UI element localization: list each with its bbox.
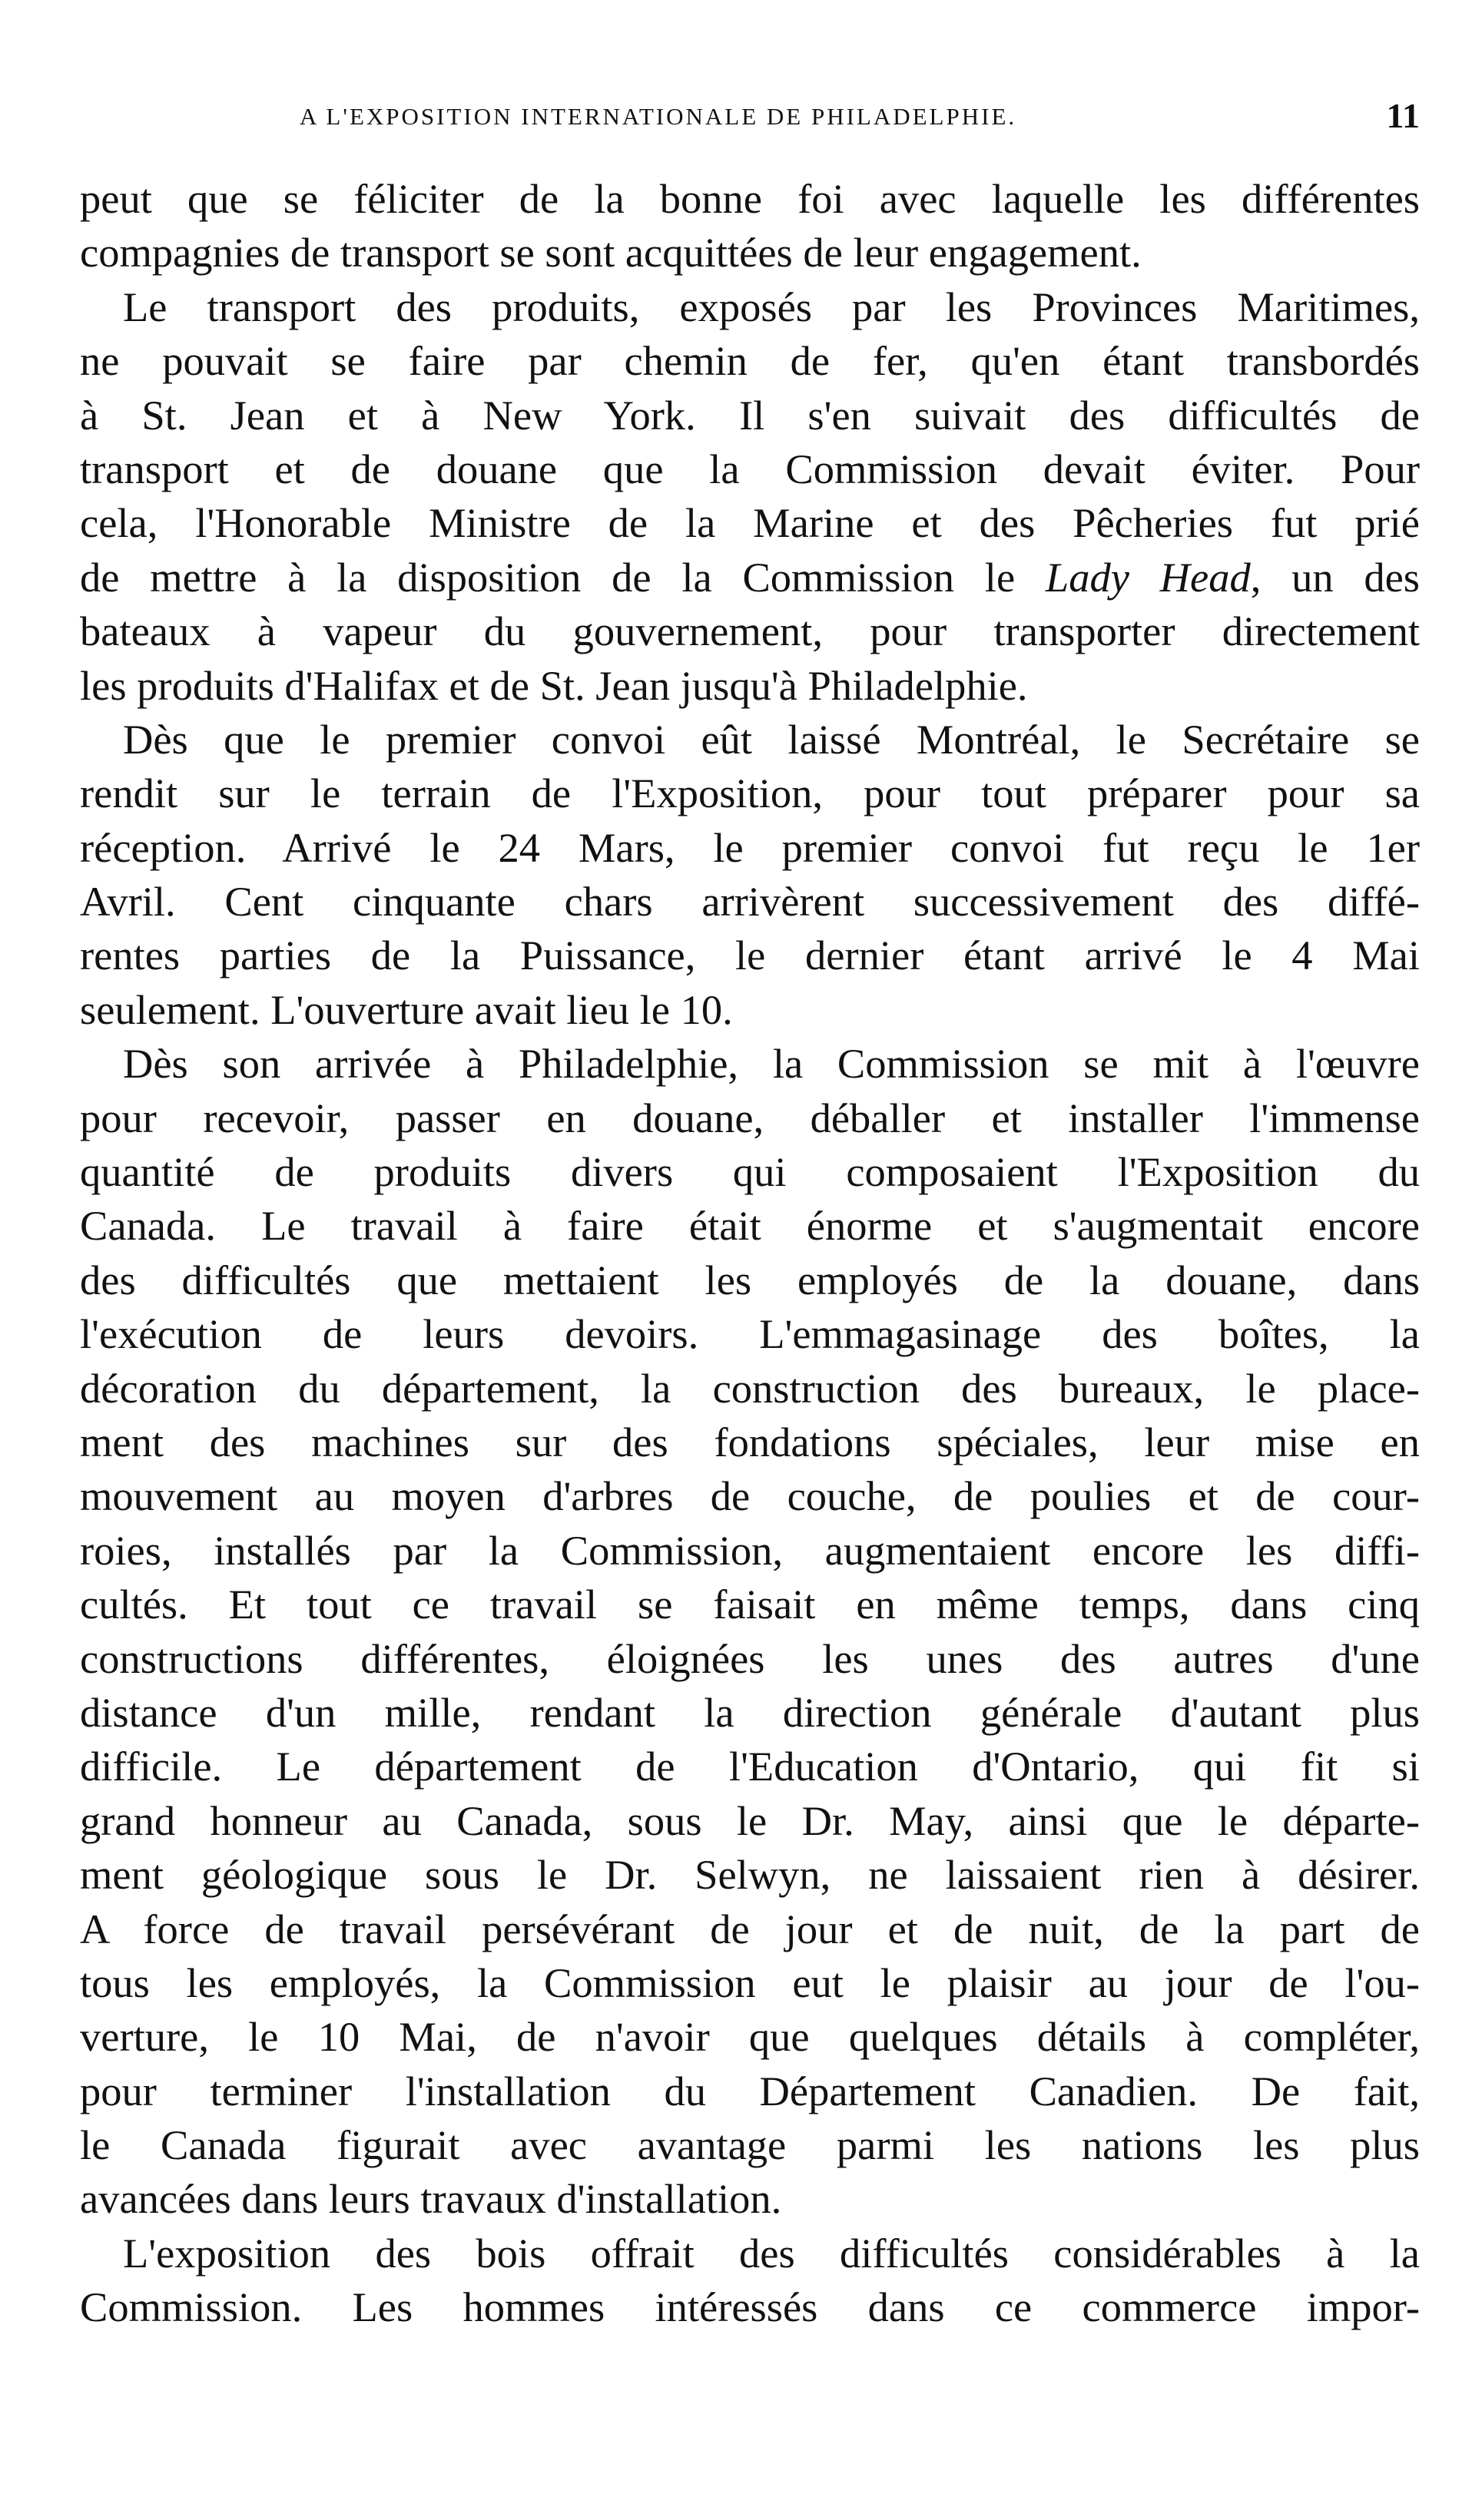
paragraph	[80, 713, 1420, 1037]
text-line: Avril. Cent cinquante chars arrivèrent successivement des diffé-	[80, 878, 1420, 926]
text-line: ment géologique sous le Dr. Selwyn, ne laissaient rien à désirer.	[80, 1851, 1420, 1899]
text-line: distance d'un mille, rendant la direction générale d'autant plus	[80, 1688, 1420, 1736]
paragraph	[80, 172, 1420, 280]
text-line: des difficultés que mettaient les employés de la douane, dans	[80, 1256, 1420, 1303]
italic-name: Lady Head	[1045, 553, 1251, 601]
text-line: pour terminer l'installation du Département Canadien. De fait,	[80, 2067, 1420, 2114]
paragraph	[80, 1037, 1420, 2227]
page-number: 11	[1386, 96, 1420, 135]
text-line: verture, le 10 Mai, de n'avoir que quelques détails à compléter,	[80, 2013, 1420, 2061]
text-line: cultés. Et tout ce travail se faisait en même temps, dans cinq	[80, 1581, 1420, 1628]
text-line: avancées dans leurs travaux d'installation.	[80, 2175, 782, 2223]
text-line: l'exécution de leurs devoirs. L'emmagasinage des boîtes, la	[80, 1310, 1420, 1358]
text-line: roies, installés par la Commission, augmentaient encore les diffi-	[80, 1526, 1420, 1574]
text-line: compagnies de transport se sont acquittées de leur engagement.	[80, 229, 1142, 277]
text-line: Canada. Le travail à faire était énorme et s'augmentait encore	[80, 1202, 1420, 1250]
paragraph	[80, 280, 1420, 713]
paragraph	[80, 2227, 1420, 2335]
text-line: pour recevoir, passer en douane, déballer et installer l'immense	[80, 1094, 1420, 1141]
text-line: réception. Arrivé le 24 Mars, le premier convoi fut reçu le 1er	[80, 823, 1420, 871]
text-line: Commission. Les hommes intéressés dans ce commerce impor-	[80, 2283, 1420, 2331]
text-line: Dès que le premier convoi eût laissé Montréal, le Secrétaire se	[123, 715, 1420, 763]
text-line: bateaux à vapeur du gouvernement, pour transporter directement	[80, 608, 1420, 655]
text-line: seulement. L'ouverture avait lieu le 10.	[80, 985, 733, 1033]
text-line: rendit sur le terrain de l'Exposition, pour tout préparer pour sa	[80, 770, 1420, 817]
text-line: A force de travail persévérant de jour et de nuit, de la part de	[80, 1905, 1420, 1952]
text-line: à St. Jean et à New York. Il s'en suivait des difficultés de	[80, 391, 1420, 439]
text-line: Le transport des produits, exposés par les Provinces Maritimes,	[123, 283, 1420, 330]
text-line: cela, l'Honorable Ministre de la Marine et des Pêcheries fut prié	[80, 499, 1420, 547]
text-line: L'exposition des bois offrait des difficultés considérables à la	[123, 2229, 1420, 2277]
text-line: les produits d'Halifax et de St. Jean jusqu'à Philadelphie.	[80, 661, 1028, 709]
text-line: grand honneur au Canada, sous le Dr. May, ainsi que le départe-	[80, 1796, 1420, 1844]
text-line: ne pouvait se faire par chemin de fer, qu'en étant transbordés	[80, 337, 1420, 385]
text-line: Dès son arrivée à Philadelphie, la Commission se mit à l'œuvre	[123, 1040, 1420, 1088]
text-line: tous les employés, la Commission eut le plaisir au jour de l'ou-	[80, 1959, 1420, 2006]
text-line: le Canada figurait avec avantage parmi les nations les plus	[80, 2121, 1420, 2169]
text-line: difficile. Le département de l'Education d'Ontario, qui fit si	[80, 1743, 1420, 1790]
text-line: mouvement au moyen d'arbres de couche, de poulies et de cour-	[80, 1472, 1420, 1520]
running-head	[83, 95, 1420, 141]
text-line: ment des machines sur des fondations spéciales, leur mise en	[80, 1418, 1420, 1465]
text-line: constructions différentes, éloignées les unes des autres d'une	[80, 1634, 1420, 1682]
running-title: A L'EXPOSITION INTERNATIONALE DE PHILADELPHIE.	[300, 103, 1017, 130]
text-line: rentes parties de la Puissance, le dernier étant arrivé le 4 Mai	[80, 932, 1420, 979]
text-line: décoration du département, la construction des bureaux, le place-	[80, 1364, 1420, 1412]
body-text	[80, 172, 1420, 2335]
text-line: peut que se féliciter de la bonne foi avec laquelle les différentes	[80, 175, 1420, 222]
text-line: quantité de produits divers qui composaient l'Exposition du	[80, 1148, 1420, 1196]
text-line: de mettre à la disposition de la Commission le Lady Head, un des	[80, 553, 1420, 601]
text-line: transport et de douane que la Commission devait éviter. Pour	[80, 445, 1420, 492]
